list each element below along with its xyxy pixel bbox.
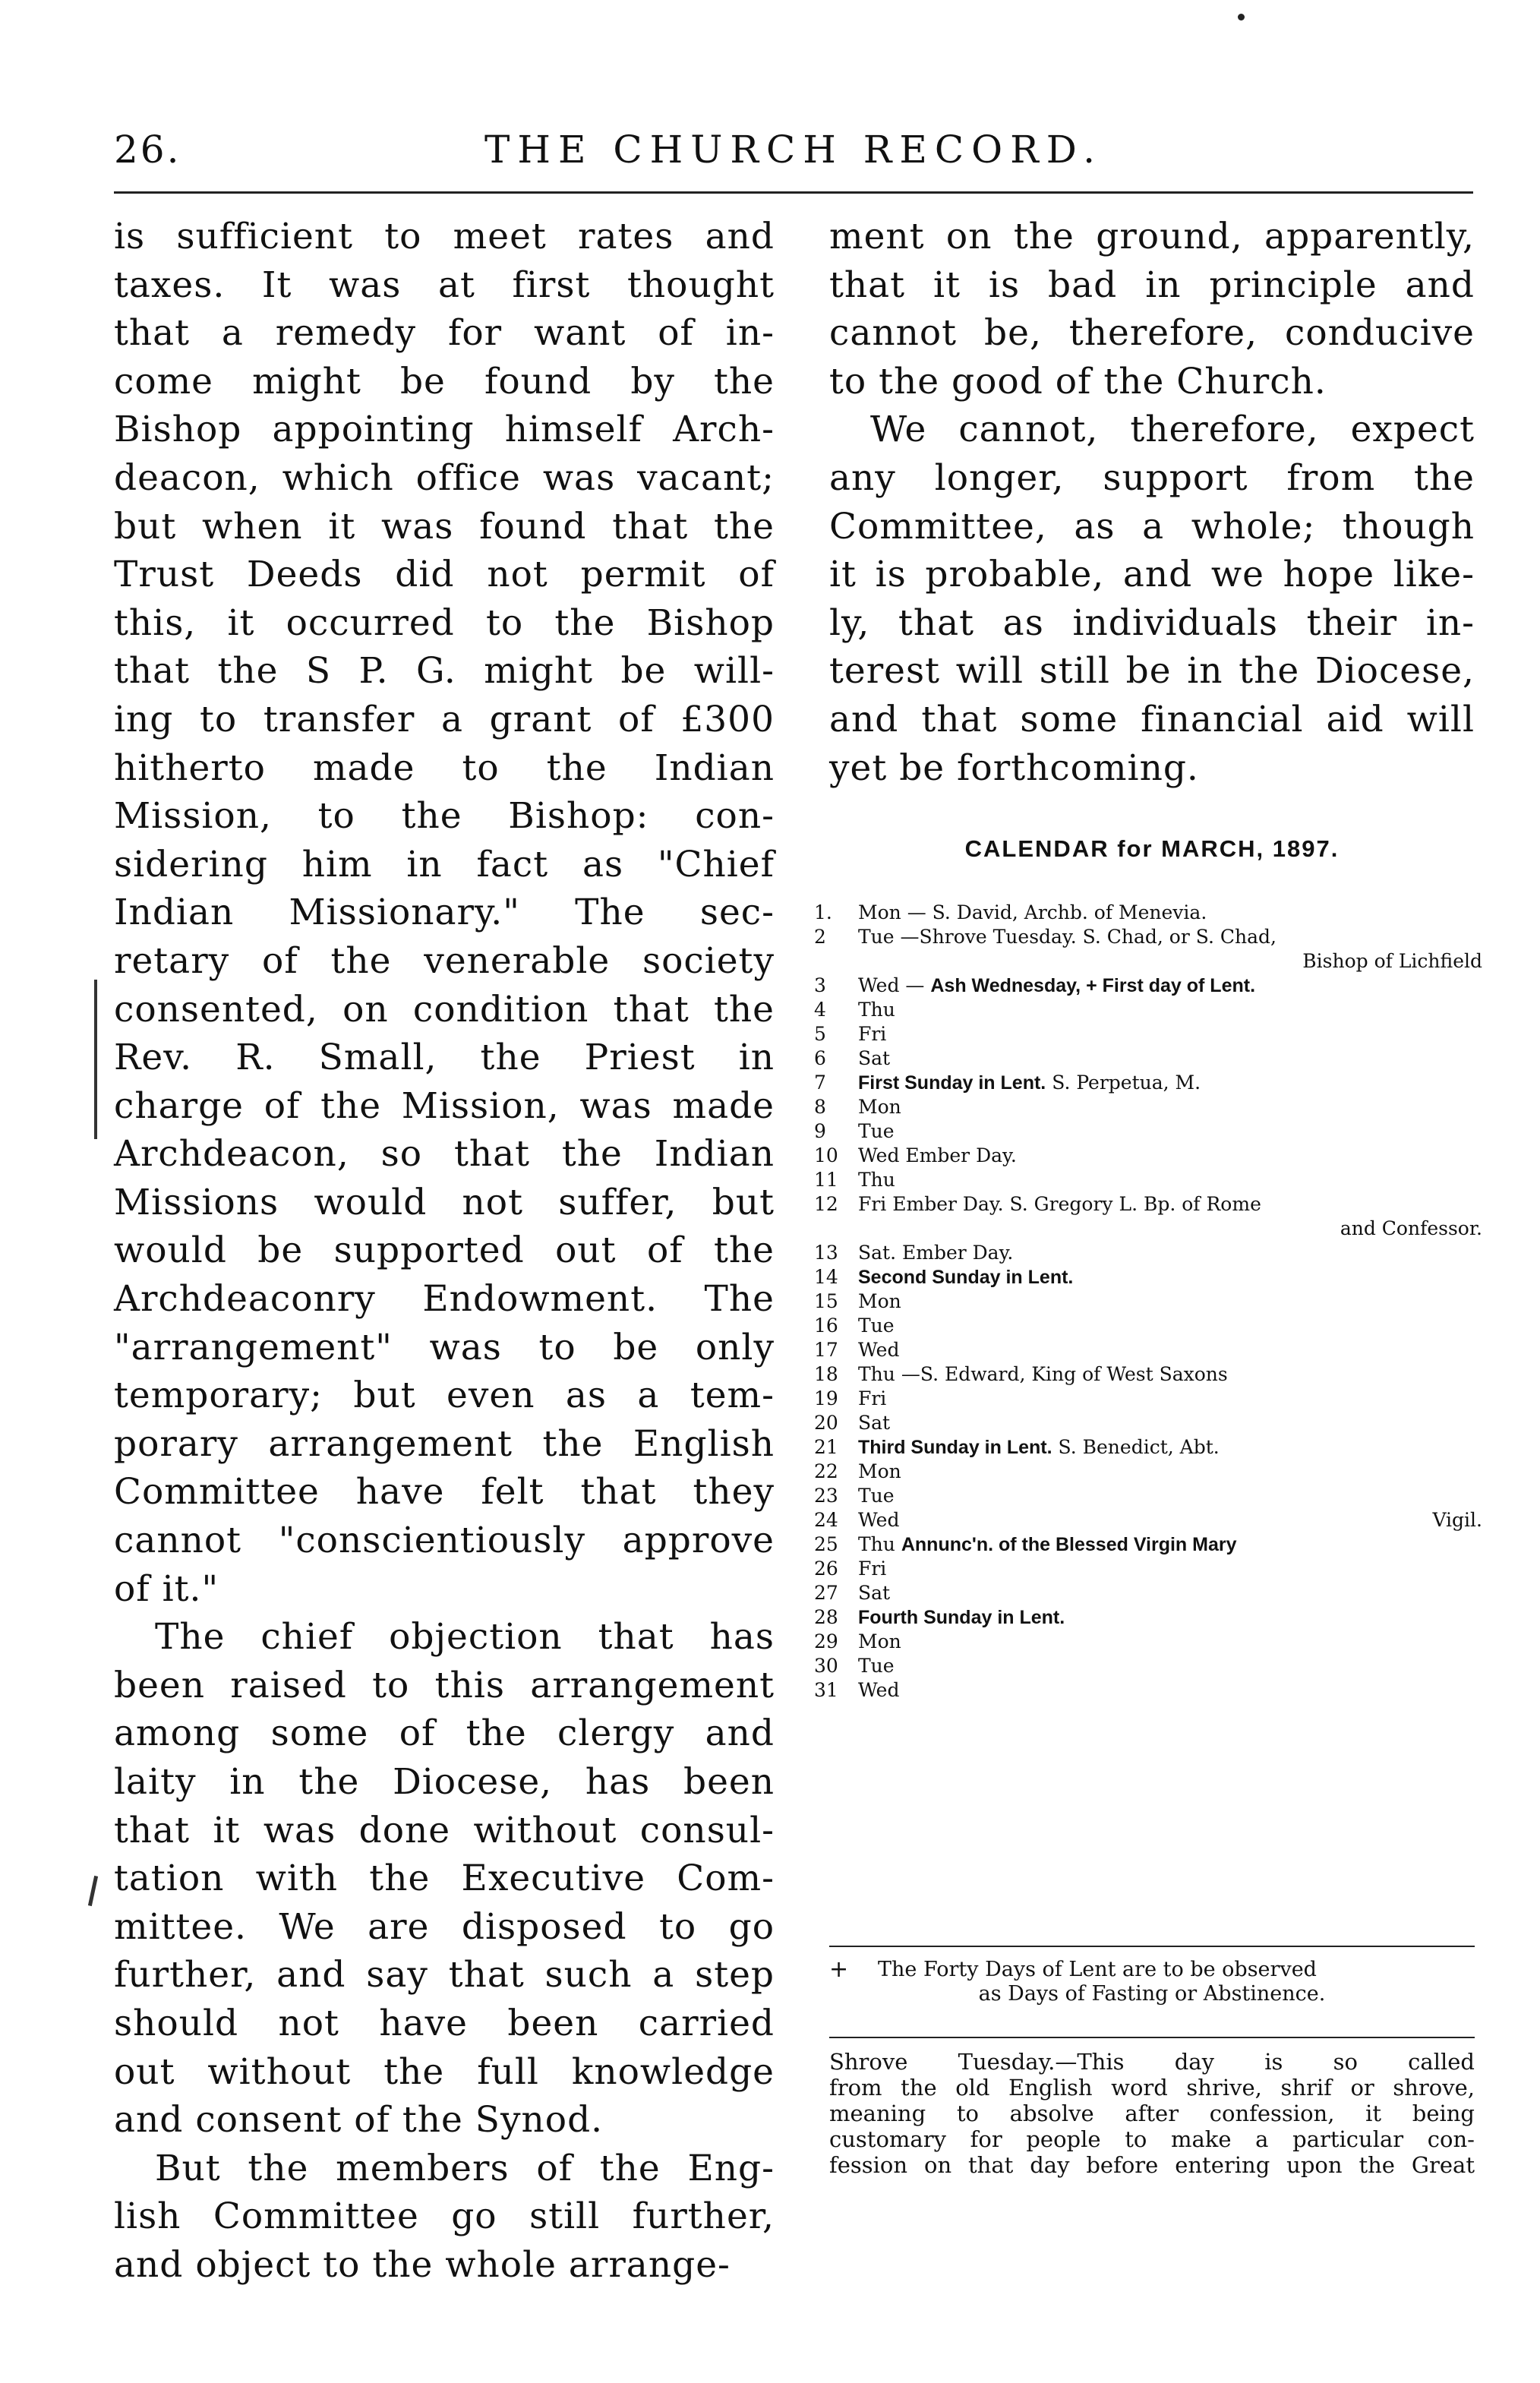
calendar-entry [858, 1046, 1481, 1071]
calendar-entry [858, 1678, 1481, 1703]
calendar-observance: Annunc'n. of the Blessed Virgin Mary [901, 1534, 1237, 1555]
text-line: of it." [114, 1567, 219, 1610]
calendar-weekday: Tue [858, 1655, 895, 1677]
calendar-row [814, 1362, 1482, 1387]
text-line: but when it was found that the [114, 505, 775, 548]
footnote-rule [829, 2037, 1475, 2038]
text-line: terest will still be in the Diocese, [829, 650, 1475, 693]
calendar-entry [858, 925, 1481, 949]
calendar-list [814, 901, 1482, 1703]
calendar-weekday: Fri [858, 1023, 887, 1045]
text-line: come might be found by the [114, 360, 775, 402]
text-line: among some of the clergy and [114, 1712, 775, 1755]
text-line: ment on the ground, apparently, [829, 216, 1475, 257]
calendar-entry [858, 1095, 1481, 1119]
calendar-observance: Fourth Sunday in Lent. [858, 1607, 1065, 1628]
text-line: Trust Deeds did not permit of [114, 554, 775, 596]
text-line: that it is bad in principle and [829, 264, 1475, 306]
calendar-weekday: Wed [858, 1144, 900, 1166]
calendar-entry [858, 1484, 1481, 1508]
calendar-row [814, 901, 1482, 925]
text-line: and that some financial aid will [829, 698, 1475, 740]
calendar-date: 12 [814, 1193, 838, 1215]
calendar-row [814, 1119, 1482, 1144]
calendar-weekday: Mon [858, 1460, 901, 1482]
calendar-row [814, 1289, 1482, 1314]
note-line: from the old English word shrive, shrif or shrove, [829, 2075, 1475, 2101]
calendar-weekday: Tue [858, 1120, 895, 1142]
text-line: deacon, which office was vacant; [114, 456, 775, 499]
text-line: tation with the Executive Com- [114, 1857, 775, 1900]
calendar-row [814, 1508, 1482, 1532]
calendar-date: 10 [814, 1144, 838, 1166]
text-line: Bishop appointing himself Arch- [114, 409, 775, 451]
calendar-date: 6 [814, 1047, 826, 1069]
text-line: porary arrangement the English [114, 1422, 775, 1465]
calendar-weekday: Fri [858, 1193, 887, 1215]
text-line: further, and say that such a step [114, 1954, 775, 1996]
print-speck-top [1238, 14, 1245, 21]
calendar-date: 25 [814, 1533, 838, 1555]
calendar-entry [858, 1362, 1481, 1387]
calendar-row [814, 1411, 1482, 1435]
calendar-saint: Ember Day. [901, 1242, 1014, 1264]
calendar-row [814, 1605, 1482, 1630]
paragraph-english-committee [114, 2145, 775, 2290]
calendar-row [814, 1095, 1482, 1119]
calendar-date: 1. [814, 901, 832, 923]
calendar-date: 21 [814, 1436, 838, 1458]
text-line: out without the full knowledge [114, 2050, 775, 2093]
note-line: Shrove Tuesday.—This day is so called [829, 2049, 1475, 2075]
paragraph-finances [114, 213, 775, 1613]
text-line: that the S P. G. might be will- [114, 650, 775, 693]
header-rule [114, 191, 1473, 194]
text-line: would be supported out of the [114, 1229, 775, 1272]
calendar-entry [858, 1460, 1481, 1484]
calendar-weekday: Wed [858, 1339, 900, 1361]
calendar-row [814, 1265, 1482, 1289]
calendar-weekday: Wed [858, 1509, 900, 1531]
text-line: retary of the venerable society [114, 939, 775, 982]
calendar-entry [858, 1144, 1481, 1168]
calendar-row [814, 1460, 1482, 1484]
calendar-date: 4 [814, 999, 826, 1021]
calendar-entry [858, 1508, 1481, 1532]
calendar-row [814, 1678, 1482, 1703]
text-line: ly, that as individuals their in- [829, 601, 1475, 644]
text-line: hitherto made to the Indian [114, 746, 775, 789]
calendar-saint: —Shrove Tuesday. S. Chad, or S. Chad, [900, 926, 1276, 948]
text-line: is sufficient to meet rates and [114, 216, 775, 257]
calendar-row [814, 1557, 1482, 1581]
calendar-row [814, 1022, 1482, 1046]
calendar-rule [829, 1946, 1475, 1947]
cross-mark-icon: + [829, 1956, 849, 1983]
right-column [829, 213, 1475, 792]
calendar-date: 28 [814, 1606, 838, 1628]
calendar-entry [858, 1338, 1481, 1362]
calendar-date: 5 [814, 1023, 826, 1045]
text-line: Committee have felt that they [114, 1471, 775, 1513]
calendar-weekday: Sat [858, 1047, 891, 1069]
margin-pencil-tick [88, 1876, 98, 1906]
text-line: Indian Missionary." The sec- [114, 892, 775, 934]
footnote-line: The Forty Days of Lent are to be observed [878, 1958, 1317, 1981]
calendar-date: 27 [814, 1582, 838, 1604]
text-line: The chief objection that has [155, 1616, 775, 1659]
calendar-entry [858, 1119, 1481, 1144]
calendar-row [814, 925, 1482, 974]
calendar-date: 31 [814, 1679, 838, 1701]
calendar-entry [858, 1022, 1481, 1046]
text-line: charge of the Mission, was made [114, 1084, 775, 1127]
calendar-observance: First Sunday in Lent. [858, 1072, 1046, 1094]
text-line: taxes. It was at first thought [114, 264, 775, 306]
note-line: customary for people to make a particular con- [829, 2126, 1475, 2152]
calendar-weekday: Sat [858, 1412, 891, 1434]
margin-pencil-mark [94, 980, 97, 1139]
text-line: But the members of the Eng- [155, 2147, 775, 2189]
calendar-date: 26 [814, 1558, 838, 1580]
calendar-weekday: Fri [858, 1387, 887, 1409]
calendar-weekday: Wed [858, 974, 900, 996]
calendar-weekday: Thu [858, 999, 895, 1021]
text-line: any longer, support from the [829, 456, 1475, 499]
calendar-entry [858, 901, 1481, 925]
text-line: sidering him in fact as "Chief [114, 843, 775, 885]
footnote-line: as Days of Fasting or Abstinence. [978, 1982, 1326, 2006]
text-line: laity in the Diocese, has been [114, 1761, 775, 1803]
paragraph-principle [829, 213, 1475, 406]
calendar-weekday: Mon [858, 1290, 901, 1312]
calendar-weekday: Tue [858, 926, 895, 948]
calendar-row [814, 1387, 1482, 1411]
calendar-row [814, 1314, 1482, 1338]
text-line: that a remedy for want of in- [114, 312, 775, 355]
calendar-weekday: Tue [858, 1315, 895, 1337]
calendar-row [814, 1338, 1482, 1362]
calendar-date: 7 [814, 1072, 826, 1094]
calendar-weekday: Mon [858, 901, 901, 923]
calendar-row [814, 1435, 1482, 1460]
calendar-title: CALENDAR for MARCH, 1897. [964, 835, 1340, 862]
calendar-weekday: Wed [858, 1679, 900, 1701]
calendar-weekday: Sat. [858, 1242, 897, 1264]
calendar-date: 22 [814, 1460, 838, 1482]
calendar-weekday: Thu [858, 1363, 895, 1385]
text-line: yet be forthcoming. [829, 746, 1199, 789]
calendar-saint: S. Perpetua, M. [1052, 1072, 1201, 1094]
calendar-saint: Ember Day. S. Gregory L. Bp. of Rome [892, 1193, 1261, 1215]
calendar-date: 13 [814, 1242, 838, 1264]
calendar-date: 15 [814, 1290, 838, 1312]
calendar-row [814, 974, 1482, 998]
text-line: been raised to this arrangement [114, 1664, 775, 1706]
calendar-date: 16 [814, 1315, 838, 1337]
text-line: that it was done without consul- [114, 1809, 775, 1851]
calendar-weekday: Mon [858, 1630, 901, 1652]
calendar-entry [858, 1241, 1481, 1265]
calendar-observance: Third Sunday in Lent. [858, 1437, 1052, 1458]
text-line: Mission, to the Bishop: con- [114, 795, 775, 838]
calendar-weekday: Thu [858, 1169, 895, 1191]
calendar-row [814, 1630, 1482, 1654]
calendar-saint: Ember Day. [905, 1144, 1017, 1166]
calendar-entry [858, 1605, 1481, 1630]
calendar-entry [858, 1654, 1481, 1678]
text-line: Committee, as a whole; though [829, 505, 1475, 548]
calendar-saint: —S. Edward, King of West Saxons [901, 1363, 1228, 1385]
calendar-entry [858, 1314, 1481, 1338]
calendar-saint: S. Benedict, Abt. [1058, 1436, 1220, 1458]
calendar-weekday: Mon [858, 1096, 901, 1118]
note-line: meaning to absolve after confession, it being [829, 2101, 1475, 2126]
calendar-entry [858, 1411, 1481, 1435]
text-line: mittee. We are disposed to go [114, 1905, 775, 1948]
calendar-observance: Second Sunday in Lent. [858, 1267, 1074, 1288]
calendar-date: 23 [814, 1485, 838, 1507]
text-line: Missions would not suffer, but [114, 1181, 775, 1223]
calendar-entry-continuation: Bishop of Lichfield [1302, 950, 1482, 972]
calendar-entry [858, 974, 1481, 998]
calendar-observance: Ash Wednesday, + First day of Lent. [930, 975, 1256, 996]
calendar-date: 14 [814, 1266, 838, 1288]
text-line: cannot "conscientiously approve [114, 1520, 775, 1562]
calendar-entry [858, 1265, 1481, 1289]
shrove-tuesday-note [829, 2049, 1475, 2178]
calendar-date: 30 [814, 1655, 838, 1677]
calendar-date: 8 [814, 1096, 826, 1118]
running-title: THE CHURCH RECORD. [484, 128, 1103, 172]
calendar-row [814, 1484, 1482, 1508]
text-line: temporary; but even as a tem- [114, 1375, 775, 1417]
text-line: this, it occurred to the Bishop [114, 601, 775, 644]
calendar-date: 17 [814, 1339, 838, 1361]
calendar-date: 11 [814, 1169, 838, 1191]
text-line: ing to transfer a grant of £300 [114, 698, 775, 740]
calendar-entry [858, 1435, 1481, 1460]
page-header [114, 128, 1473, 178]
text-line: and consent of the Synod. [114, 2099, 604, 2142]
calendar-date: 19 [814, 1387, 838, 1409]
calendar-row [814, 1046, 1482, 1071]
text-line: and object to the whole arrange- [114, 2243, 731, 2286]
calendar-entry [858, 998, 1481, 1022]
calendar-date: 29 [814, 1630, 838, 1652]
calendar-row [814, 1071, 1482, 1095]
calendar-row [814, 1168, 1482, 1192]
text-line: should not have been carried [114, 2002, 775, 2044]
note-line: fession on that day before entering upon the Great [829, 2152, 1475, 2178]
calendar-weekday: Fri [858, 1558, 887, 1580]
text-line: Rev. R. Small, the Priest in [114, 1037, 775, 1079]
calendar-entry [858, 1532, 1481, 1557]
calendar-entry [858, 1581, 1481, 1605]
text-line: it is probable, and we hope like- [829, 554, 1475, 596]
calendar-weekday: Tue [858, 1485, 895, 1507]
calendar-entry [858, 1289, 1481, 1314]
calendar-saint: — [905, 974, 925, 996]
calendar-entry [858, 1387, 1481, 1411]
calendar-row [814, 1581, 1482, 1605]
calendar-row [814, 998, 1482, 1022]
page-number: 26. [114, 128, 181, 172]
calendar-date: 20 [814, 1412, 838, 1434]
calendar-weekday: Thu [858, 1533, 895, 1555]
calendar-date: 3 [814, 974, 826, 996]
text-line: Archdeacon, so that the Indian [114, 1133, 775, 1176]
calendar-row [814, 1532, 1482, 1557]
calendar-entry [858, 1192, 1481, 1217]
calendar-entry [858, 1630, 1481, 1654]
text-line: to the good of the Church. [829, 360, 1327, 402]
calendar-date: 18 [814, 1363, 838, 1385]
text-line: We cannot, therefore, expect [870, 409, 1475, 451]
paragraph-support [829, 406, 1475, 792]
calendar-saint: — S. David, Archb. of Menevia. [907, 901, 1207, 923]
calendar-date: 2 [814, 926, 826, 948]
text-line: cannot be, therefore, conducive [829, 312, 1475, 355]
calendar-row [814, 1144, 1482, 1168]
calendar-row [814, 1654, 1482, 1678]
calendar-entry [858, 1071, 1481, 1095]
calendar-entry-continuation: and Confessor. [1340, 1217, 1482, 1239]
text-line: consented, on condition that the [114, 988, 775, 1031]
text-line: lish Committee go still further, [114, 2195, 775, 2238]
calendar-row [814, 1241, 1482, 1265]
calendar-date: 24 [814, 1509, 838, 1531]
calendar-date: 9 [814, 1120, 826, 1142]
calendar-entry [858, 1168, 1481, 1192]
calendar-weekday: Sat [858, 1582, 891, 1604]
text-line: "arrangement" was to be only [114, 1326, 775, 1368]
text-line: Archdeaconry Endowment. The [114, 1278, 775, 1321]
paragraph-objection [114, 1613, 775, 2145]
calendar-vigil: Vigil. [1432, 1509, 1482, 1531]
left-column [114, 213, 775, 2290]
calendar-entry [858, 1557, 1481, 1581]
calendar-row [814, 1192, 1482, 1241]
